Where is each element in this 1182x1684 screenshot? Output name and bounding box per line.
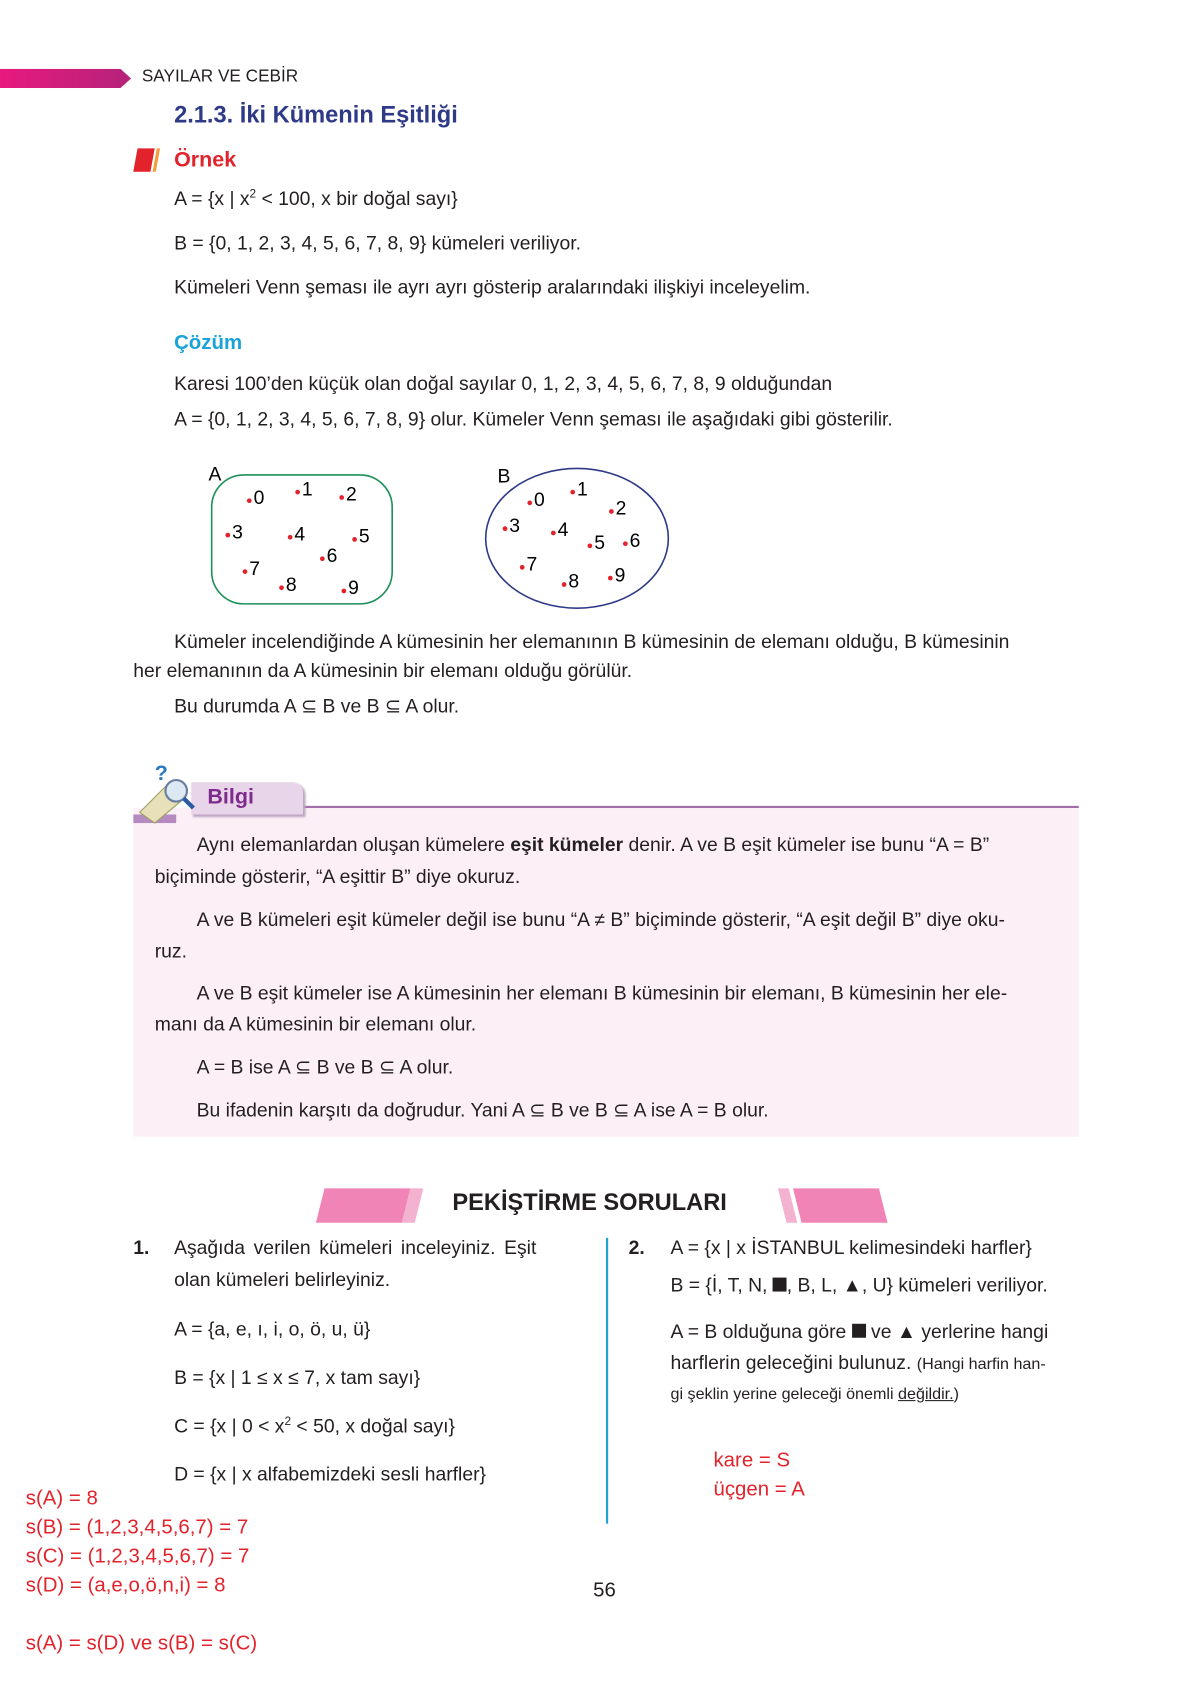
info-p2: A ve B kümeleri eşit kümeler değil ise bunu “A ≠ B” biçiminde gösterir, “A eşit değil B” diye oku- bbox=[196, 909, 1005, 931]
magnifier-book-icon bbox=[133, 763, 202, 825]
note: (Hangi harfin han- bbox=[916, 1354, 1046, 1374]
underlined-text: değildir. bbox=[898, 1385, 954, 1404]
info-p3: A ve B eşit kümeler ise A kümesinin her elemanı B kümesinin bir elemanı, B kümesinin her ele- bbox=[196, 982, 1008, 1004]
venn-a-dot bbox=[341, 589, 346, 594]
venn-a-label: A bbox=[208, 463, 222, 486]
venn-a-dot bbox=[247, 498, 252, 503]
venn-a-element: 5 bbox=[358, 525, 370, 548]
solution-line-1: Karesi 100’den küçük olan doğal sayılar 0, 1, 2, 3, 4, 5, 6, 7, 8, 9 olduğundan bbox=[174, 372, 833, 395]
venn-a-element: 9 bbox=[348, 577, 359, 600]
venn-a-element: 0 bbox=[253, 486, 265, 509]
venn-b-element: 2 bbox=[615, 497, 627, 520]
q2-question-1 bbox=[670, 1321, 1048, 1344]
decor-right bbox=[793, 1188, 888, 1222]
text: harflerin geleceğini bulunuz. bbox=[670, 1351, 917, 1374]
answer-square: kare = S bbox=[713, 1449, 791, 1473]
venn-a-element: 7 bbox=[249, 557, 261, 580]
text: < 50, x doğal sayı} bbox=[291, 1415, 456, 1437]
q1-set-a: A = {a, e, ı, i, o, ö, u, ü} bbox=[174, 1318, 371, 1340]
venn-b-element: 7 bbox=[526, 553, 538, 576]
answer-sA: s(A) = 8 bbox=[25, 1487, 98, 1510]
info-divider bbox=[301, 806, 1079, 808]
q1-set-d: D = {x | x alfabemizdeki sesli harfler} bbox=[174, 1463, 487, 1485]
venn-a-element: 8 bbox=[285, 573, 297, 596]
square-icon bbox=[852, 1324, 866, 1338]
q2-number: 2. bbox=[628, 1236, 645, 1259]
info-p2-cont: ruz. bbox=[154, 940, 187, 962]
venn-b-label: B bbox=[497, 465, 511, 488]
venn-b-dot bbox=[520, 565, 525, 570]
answer-sB: s(B) = (1,2,3,4,5,6,7) = 7 bbox=[25, 1516, 249, 1539]
text: < 100, x bir doğal sayı} bbox=[256, 188, 458, 210]
q2-question-2 bbox=[670, 1352, 1045, 1375]
venn-b-dot bbox=[588, 543, 593, 548]
column-divider bbox=[606, 1238, 608, 1524]
venn-a-dot bbox=[225, 533, 230, 538]
text: ve bbox=[865, 1320, 897, 1343]
venn-b-dot bbox=[570, 490, 575, 495]
example-icon bbox=[133, 148, 161, 172]
venn-b-element: 4 bbox=[557, 519, 569, 542]
answer-sC: s(C) = (1,2,3,4,5,6,7) = 7 bbox=[25, 1545, 250, 1568]
text: yerlerine hangi bbox=[915, 1320, 1049, 1343]
info-p3-cont: manı da A kümesinin bir elemanı olur. bbox=[154, 1013, 477, 1035]
venn-b-element: 3 bbox=[509, 514, 521, 537]
venn-diagrams bbox=[193, 457, 687, 618]
solution-line-2: A = {0, 1, 2, 3, 4, 5, 6, 7, 8, 9} olur. Kümeler Venn şeması ile aşağıdaki gibi gösterilir. bbox=[174, 408, 893, 430]
triangle-icon: ▲ bbox=[896, 1320, 916, 1343]
example-label: Örnek bbox=[174, 148, 237, 172]
text: C = {x | 0 < x bbox=[174, 1415, 285, 1437]
venn-a-dot bbox=[288, 535, 293, 540]
venn-a-dot bbox=[295, 490, 300, 495]
info-p1-cont: biçiminde gösterir, “A eşittir B” diye okuruz. bbox=[154, 866, 521, 888]
conclusion-line-1: Kümeler incelendiğinde A kümesinin her elemanının B kümesinin de elemanı olduğu, B kümesinin bbox=[174, 630, 1010, 653]
square-icon bbox=[773, 1278, 787, 1292]
venn-b-dot bbox=[551, 531, 556, 536]
q1-text-1: Aşağıda verilen kümeleri inceleyiniz. Eşit bbox=[174, 1236, 537, 1259]
svg-text:?: ? bbox=[154, 762, 168, 786]
bold-term: eşit kümeler bbox=[510, 833, 624, 856]
section-header: SAYILAR VE CEBİR bbox=[141, 67, 299, 86]
venn-b-element: 9 bbox=[614, 564, 626, 587]
conclusion-line-2: her elemanının da A kümesinin bir elemanı olduğu görülür. bbox=[133, 659, 633, 682]
venn-b-element: 5 bbox=[594, 532, 605, 555]
info-box bbox=[133, 808, 1079, 1137]
venn-a-dot bbox=[243, 569, 248, 574]
q1-set-c bbox=[174, 1415, 455, 1438]
decor-left bbox=[316, 1188, 411, 1222]
answer-triangle: üçgen = A bbox=[713, 1478, 805, 1502]
q2-note bbox=[670, 1385, 958, 1403]
text: B = {İ, T, N, bbox=[670, 1274, 773, 1296]
triangle-icon: ▲ bbox=[842, 1274, 862, 1296]
section-band bbox=[0, 69, 131, 88]
text: denir. A ve B eşit kümeler ise bunu “A = B” bbox=[623, 833, 990, 856]
venn-a-dot bbox=[279, 585, 284, 590]
text: , B, L, bbox=[786, 1274, 843, 1296]
venn-b-element: 1 bbox=[577, 478, 588, 501]
text: ) bbox=[953, 1385, 959, 1404]
info-p5: Bu ifadenin karşıtı da doğrudur. Yani A ⊆ B ve B ⊆ A ise A = B olur. bbox=[196, 1099, 769, 1121]
text: gi şeklin yerine geleceği önemli bbox=[670, 1385, 899, 1404]
answer-sD: s(D) = (a,e,o,ö,n,i) = 8 bbox=[25, 1574, 226, 1597]
q1-set-b: B = {x | 1 ≤ x ≤ 7, x tam sayı} bbox=[174, 1366, 421, 1389]
venn-a-dot bbox=[320, 556, 325, 561]
info-p1 bbox=[197, 834, 990, 857]
text: , U} kümeleri veriliyor. bbox=[861, 1274, 1048, 1296]
venn-b-element: 6 bbox=[629, 529, 641, 552]
venn-b-dot bbox=[527, 501, 532, 506]
venn-a-dot bbox=[352, 537, 357, 542]
venn-a-dot bbox=[339, 495, 344, 500]
venn-b-element: 8 bbox=[568, 570, 580, 593]
example-set-a bbox=[174, 188, 458, 211]
venn-b-element: 0 bbox=[534, 489, 545, 512]
venn-b-dot bbox=[608, 576, 613, 581]
venn-a-element: 2 bbox=[345, 483, 357, 506]
page-title: 2.1.3. İki Kümenin Eşitliği bbox=[174, 101, 458, 128]
q2-set-b bbox=[670, 1274, 1047, 1297]
venn-a-element: 6 bbox=[326, 544, 338, 567]
q1-number: 1. bbox=[133, 1236, 150, 1259]
text: A = {x | x bbox=[174, 188, 250, 210]
conclusion-line-3: Bu durumda A ⊆ B ve B ⊆ A olur. bbox=[174, 695, 460, 717]
text: Aynı elemanlardan oluşan kümelere bbox=[196, 833, 511, 856]
venn-a-element: 4 bbox=[294, 523, 306, 546]
venn-b-dot bbox=[503, 526, 508, 531]
superscript: 2 bbox=[284, 1415, 292, 1429]
q1-text-2: olan kümeleri belirleyiniz. bbox=[174, 1268, 391, 1291]
example-set-b: B = {0, 1, 2, 3, 4, 5, 6, 7, 8, 9} kümeleri veriliyor. bbox=[174, 232, 581, 254]
venn-b-dot bbox=[562, 582, 567, 587]
venn-a-element: 3 bbox=[232, 521, 243, 544]
venn-b-dot bbox=[623, 541, 628, 546]
venn-a-element: 1 bbox=[301, 478, 313, 501]
venn-b-dot bbox=[609, 509, 614, 514]
page-number: 56 bbox=[593, 1579, 616, 1603]
q2-set-a: A = {x | x İSTANBUL kelimesindeki harfler} bbox=[670, 1236, 1032, 1259]
superscript: 2 bbox=[249, 188, 257, 201]
example-prompt: Kümeleri Venn şeması ile ayrı ayrı gösterip aralarındaki ilişkiyi inceleyelim. bbox=[174, 276, 811, 298]
solution-label: Çözüm bbox=[174, 332, 243, 355]
text: A = B olduğuna göre bbox=[670, 1320, 852, 1343]
answer-conclusion: s(A) = s(D) ve s(B) = s(C) bbox=[25, 1632, 258, 1655]
practice-title: PEKİŞTİRME SORULARI bbox=[452, 1188, 727, 1216]
info-p4: A = B ise A ⊆ B ve B ⊆ A olur. bbox=[196, 1056, 454, 1078]
info-label: Bilgi bbox=[207, 785, 254, 810]
